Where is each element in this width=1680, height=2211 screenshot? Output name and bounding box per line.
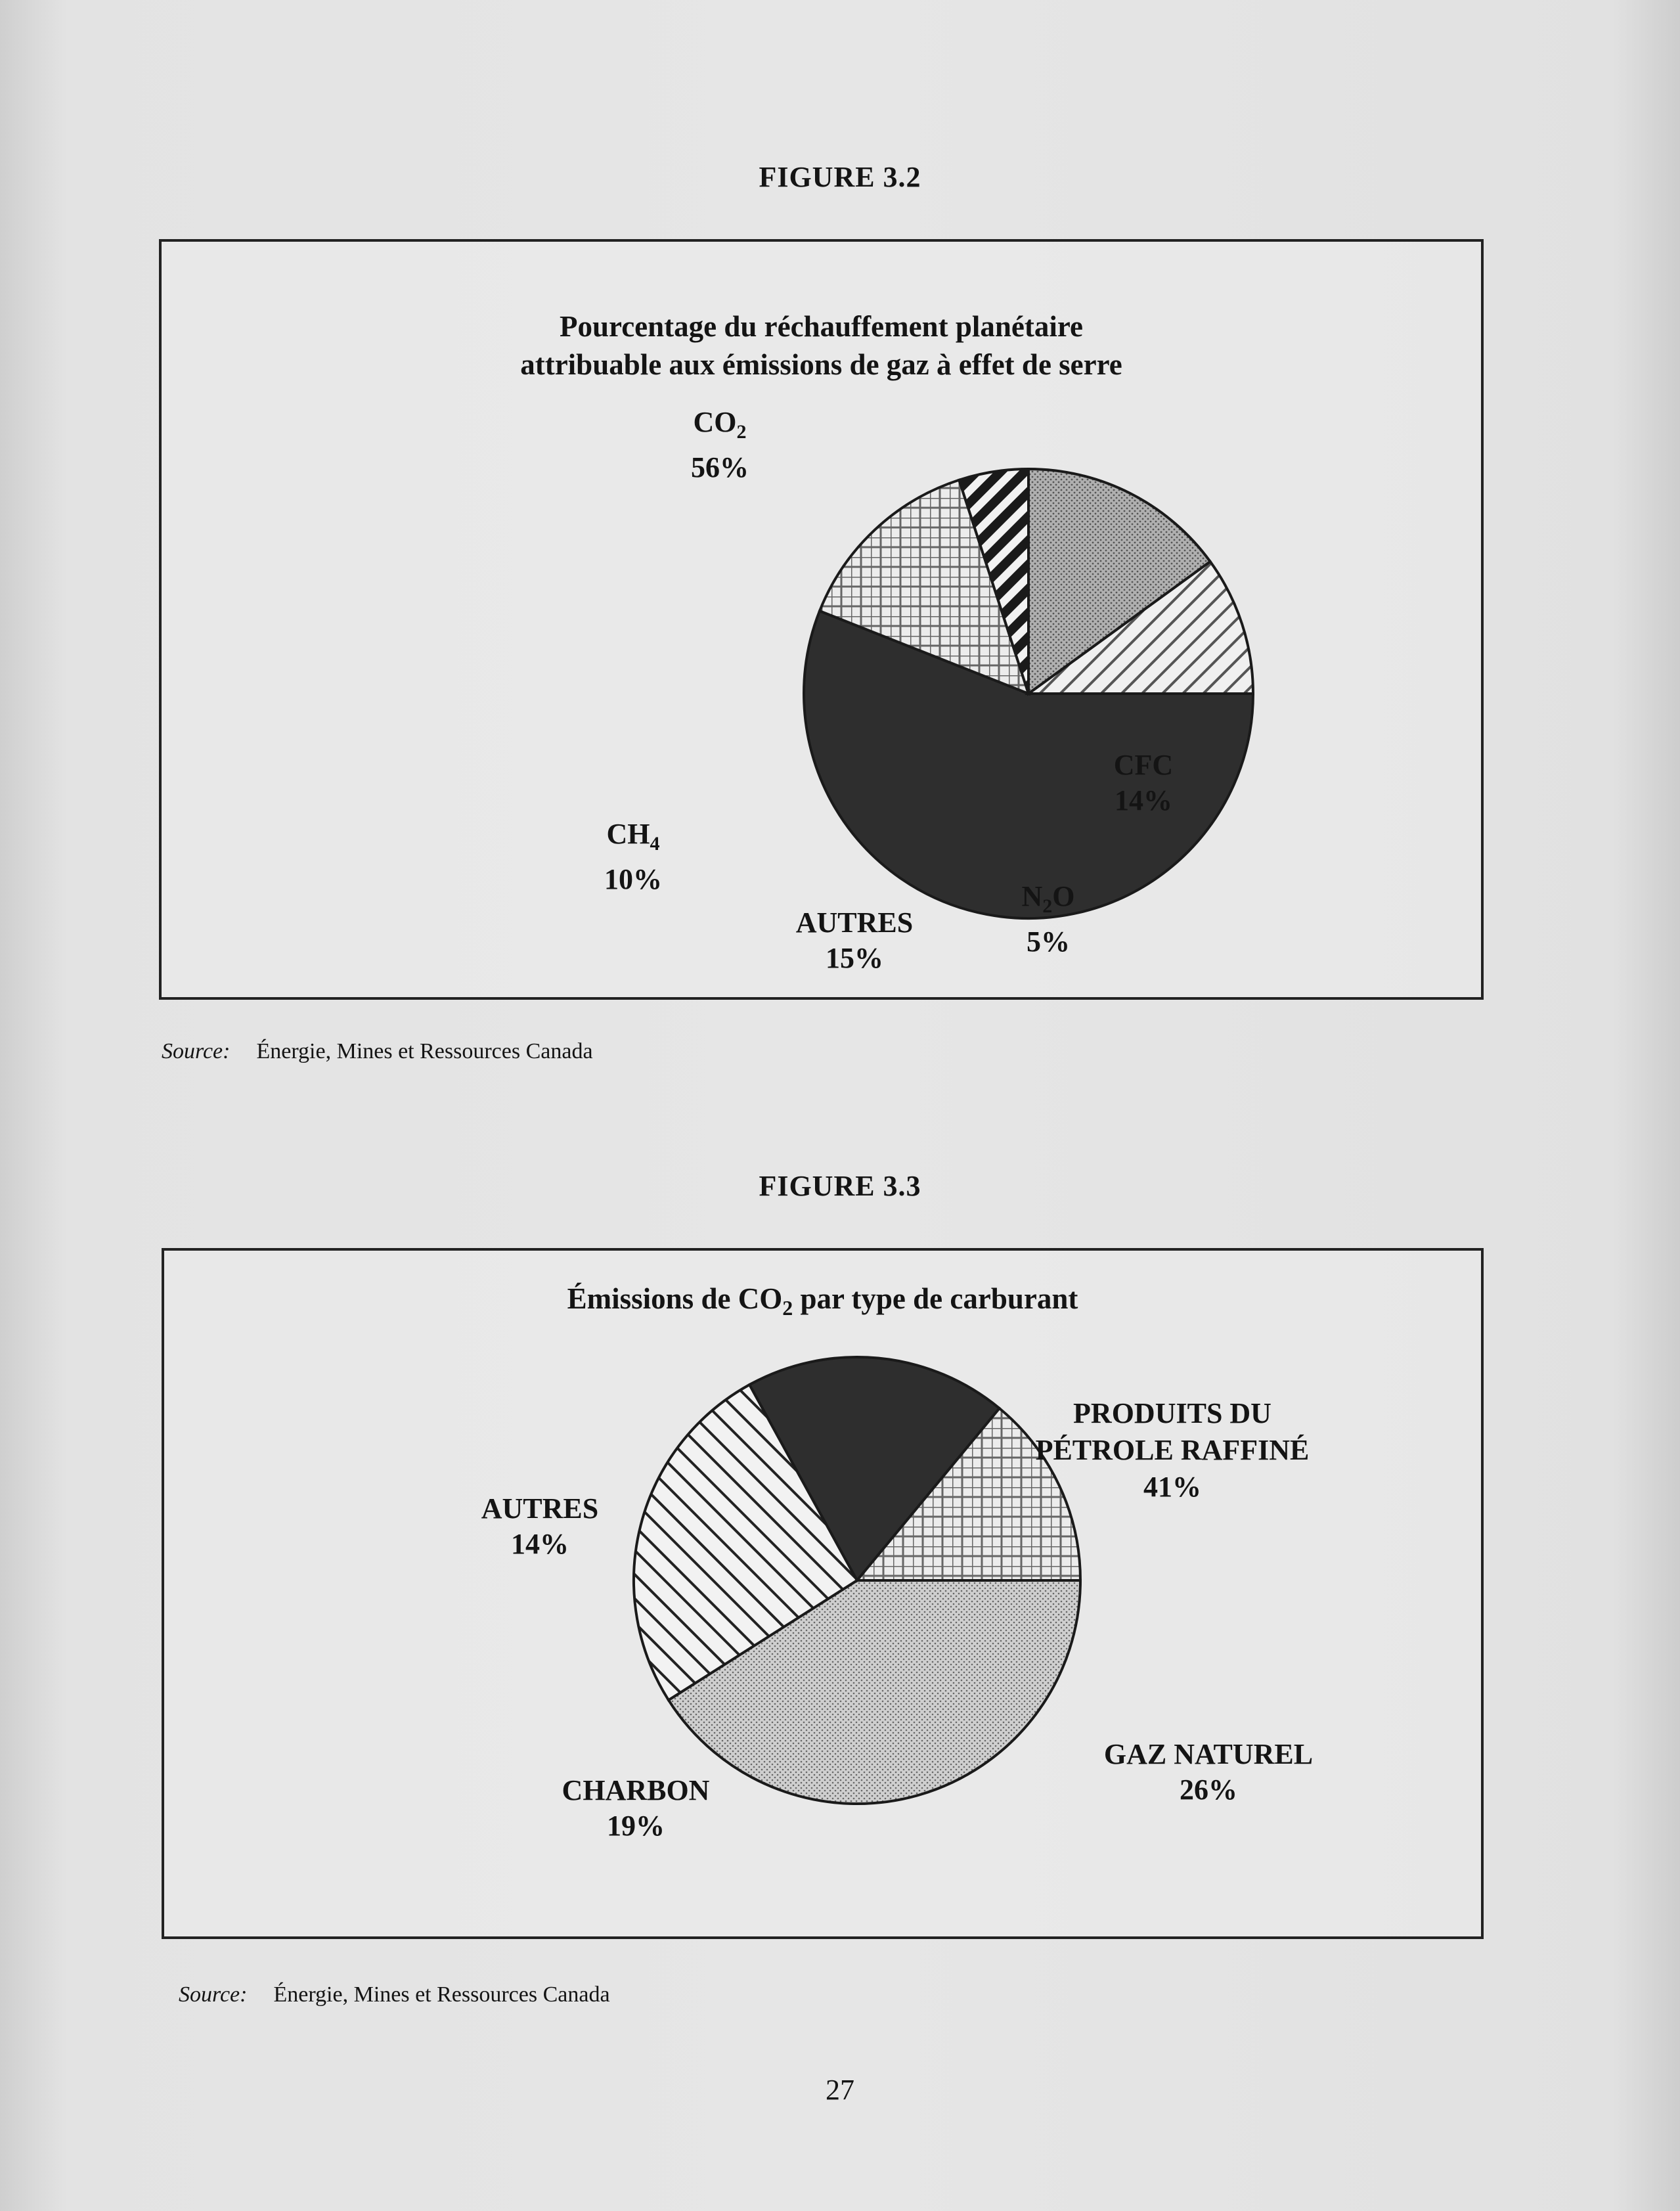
label-produits-petrole: PRODUITS DU PÉTROLE RAFFINÉ 41%: [1035, 1397, 1310, 1503]
figure-3-3-pie-chart: [164, 1251, 1481, 1936]
label-autres-1: AUTRES 15%: [795, 906, 914, 974]
page-number: 27: [826, 2074, 854, 2106]
label-gaz-naturel: GAZ NATUREL 26%: [1103, 1738, 1314, 1806]
figure-3-2-frame: [159, 239, 1484, 1000]
label-charbon: CHARBON 19%: [562, 1774, 710, 1842]
figure-3-2-pie-chart: [162, 242, 1481, 997]
label-co2: $CO_2$ 56%: [691, 406, 749, 483]
label-cfc: CFC 14%: [1113, 749, 1174, 816]
label-autres-2: AUTRES 14%: [481, 1492, 599, 1560]
figure-3-2-source: Source: Énergie, Mines et Ressources Canada: [162, 1039, 593, 1063]
figure-3-3-label: FIGURE 3.3: [759, 1170, 921, 1202]
figure-3-2-label: FIGURE 3.2: [759, 161, 921, 193]
figure-3-3-heading: Émissions de $CO_2$ par type de carburant: [567, 1282, 1078, 1320]
figure-3-3-source: Source: Énergie, Mines et Ressources Canada: [179, 1982, 610, 2007]
label-ch4: $CH_4$ 10%: [604, 818, 662, 895]
figure-3-2-heading-line1: Pourcentage du réchauffement planétaire: [560, 310, 1083, 343]
figure-3-2-heading-line2: attribuable aux émissions de gaz à effet de serre: [520, 348, 1122, 381]
label-n2o: $N_2O$ 5%: [1021, 880, 1075, 958]
figure-3-3-frame: [162, 1248, 1484, 1939]
